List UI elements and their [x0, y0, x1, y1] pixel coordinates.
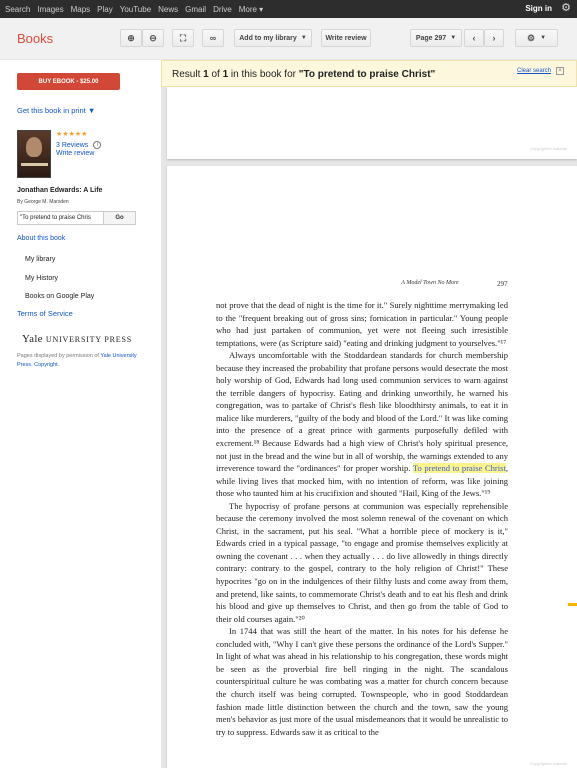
write-review-link[interactable]: Write review [56, 150, 95, 157]
gbar-link-more[interactable]: More ▾ [238, 4, 264, 14]
link-icon: ∞ [209, 33, 217, 43]
terms-link[interactable]: Terms of Service [17, 309, 73, 318]
page-number: 297 [497, 280, 508, 288]
reviews-label: 3 Reviews [56, 141, 89, 149]
about-book-link[interactable]: About this book [17, 235, 66, 242]
books-brand[interactable]: Books [17, 31, 54, 46]
my-library-link[interactable]: My library [25, 256, 56, 263]
settings-gear-icon: ⚙ [526, 32, 536, 43]
add-to-library-label: Add to my library [239, 34, 297, 42]
permission-prefix: Pages displayed by permission of [17, 353, 101, 359]
my-history-link[interactable]: My History [25, 275, 59, 282]
gbar-link-news[interactable]: News [158, 4, 179, 14]
paragraph: The hypocrisy of profane persons at communion was especially reprehensible because the ceremony involved the most solemn renewal of the covenant on which Christ, in the sacrament, put his seal. "What a horrible piece of mockery is it," Edwards cried in a typical passage, "to engage and promise themselves explicitly at owning the covenant . . . when they actually . . . do live allowedly in things directly contrary: contrary to the gospel, contrary to the holy religion of Christ!" These hypocrites "go on in the indulgences of their filthy lusts and come away from them, and pretend, like saints, to commemorate Christ's death and to eat his flesh and drink his blood and give up themselves to Christ, and then go from the table of God to their old courses again."²⁰ [216, 500, 508, 624]
gbar-link-maps[interactable]: Maps [70, 4, 91, 14]
running-head: A Model Town No More [401, 280, 459, 286]
google-bar [0, 0, 577, 18]
get-print-link[interactable]: Get this book in print ▼ [17, 106, 96, 115]
page-text [216, 299, 508, 738]
search-in-book-input[interactable]: "To pretend to praise Chris [17, 211, 104, 225]
gbar-link-drive[interactable]: Drive [213, 4, 232, 14]
permission-note: Pages displayed by permission of Yale University Press. Copyright. [17, 353, 137, 368]
buy-ebook-button[interactable]: BUY EBOOK - $25.00 [17, 73, 120, 90]
gbar-link-search[interactable]: Search [5, 4, 31, 14]
next-page-button[interactable] [484, 29, 504, 47]
result-summary: Result 1 of 1 in this book for "To pretend to praise Christ" [172, 69, 436, 80]
search-result-bar [161, 60, 577, 87]
zoom-in-button[interactable] [120, 29, 142, 47]
add-to-library-button[interactable] [234, 29, 312, 47]
write-review-button[interactable]: Write review [321, 29, 371, 47]
link-button[interactable] [202, 29, 224, 47]
zoom-in-icon: ⊕ [127, 32, 135, 43]
copyright-link[interactable]: Copyright [34, 362, 58, 368]
previous-page-button[interactable] [464, 29, 484, 47]
gbar-link-gmail[interactable]: Gmail [185, 4, 207, 14]
copyright-mark: Copyrighted material [530, 761, 567, 766]
books-toolbar [0, 18, 577, 60]
publisher-link[interactable]: Yale University Press [17, 353, 137, 368]
gbar-link-play[interactable]: Play [97, 4, 113, 14]
close-icon[interactable]: × [556, 67, 564, 75]
fullscreen-button[interactable] [172, 29, 194, 47]
chevron-left-icon: ‹ [472, 33, 476, 43]
fullscreen-icon: ⛶ [179, 32, 187, 43]
go-button[interactable]: Go [103, 211, 136, 225]
paragraph: In 1744 that was still the heart of the matter. In his notes for his defense he concluded with, "Why I can't give these persons the ordinance of the Lord's Supper." In light of what was ahead in his relationship to his congregation, these words might be seen as the proverbial fire bell ringing in the night. The scandalous counterspiritual culture he was combating was a matter for church concern because the church itself was being corrupted. Townspeople, who in good Stoddardean fashion made little distinction between the church and the town, saw the young men's behavior as just more of the usual misdemeanors that it would be unrealistic to try to suppress. Edwards saw it as critical to the [216, 626, 508, 737]
search-highlight[interactable]: To pretend to praise Christ [412, 463, 506, 474]
sign-in-link[interactable]: Sign in [525, 4, 552, 13]
info-icon[interactable]: i [93, 141, 101, 149]
page-select[interactable] [410, 29, 462, 47]
books-on-play-link[interactable]: Books on Google Play [25, 293, 95, 300]
gbar-link-images[interactable]: Images [37, 4, 64, 14]
zoom-out-icon: ⊖ [149, 32, 157, 43]
paragraph: Always uncomfortable with the Stoddardean standards for church membership because they increased the probability that profane persons would desecrate the most holy worship of God, Edwards had long used communion services to warn against the terrible dangers of hypocrisy. Eating and drinking unworthily, he warned his congregation, was to partake of Christ's flesh like bloodthirsty animals, to eat it in malice like murderers, "guilty of the body and blood of the Lord." It was like coming into the presence of a great prince with garments purposefully defiled with excrement.¹⁸ Because Edwards had a high view of Christ's holy spiritual presence, not just in the bread and the wine but in all of worship, the warnings extended to any irreverence toward the "ordinances" for proper worship. To pretend to praise Christ, while living lives that mocked him, with no intention of reform, was like joining those who taunted him at his crucifixion and shouted "Hail, King of the Jews."¹⁹ [216, 350, 508, 499]
search-hit-marker[interactable] [568, 603, 577, 606]
zoom-out-button[interactable] [142, 29, 164, 47]
chevron-down-icon: ▼ [300, 35, 307, 41]
chevron-right-icon: › [492, 33, 496, 43]
book-cover-image[interactable] [17, 130, 51, 178]
chevron-down-icon: ▼ [450, 35, 457, 41]
paragraph: not prove that the dead of night is the time for it." Surely nighttime merrymaking led to the "frequent breaking out of gross sins; fornication in particular." Young people who had just partaken of communion, yet were not fleeing such irresistible temptations, were (as Scripture said) "eating and drinking judgment to yourselves."¹⁷ [216, 300, 508, 348]
book-viewer[interactable] [161, 87, 577, 768]
copyright-mark: Copyrighted material [530, 146, 567, 151]
publisher-logo[interactable]: Yale UNIVERSITY PRESS [22, 333, 132, 345]
current-page [167, 166, 577, 768]
google-bar-links [5, 0, 270, 18]
cover-portrait [26, 137, 42, 157]
previous-page [167, 87, 577, 159]
gear-icon[interactable]: ⚙ [561, 2, 571, 14]
clear-search-link[interactable]: Clear search [516, 68, 551, 74]
reviews-link[interactable] [56, 141, 101, 149]
result-number: 1 [203, 69, 209, 80]
settings-button[interactable] [515, 29, 558, 47]
book-title: Jonathan Edwards: A Life [17, 187, 103, 194]
result-query: "To pretend to praise Christ" [298, 69, 436, 80]
cover-title-band [21, 163, 48, 166]
rating-stars: ★★★★★ [56, 131, 88, 138]
gbar-link-youtube[interactable]: YouTube [119, 4, 152, 14]
chevron-down-icon: ▼ [540, 35, 547, 41]
book-author: By George M. Marsden [17, 199, 69, 205]
result-total: 1 [222, 69, 229, 80]
page-select-label: Page 297 [415, 34, 447, 42]
